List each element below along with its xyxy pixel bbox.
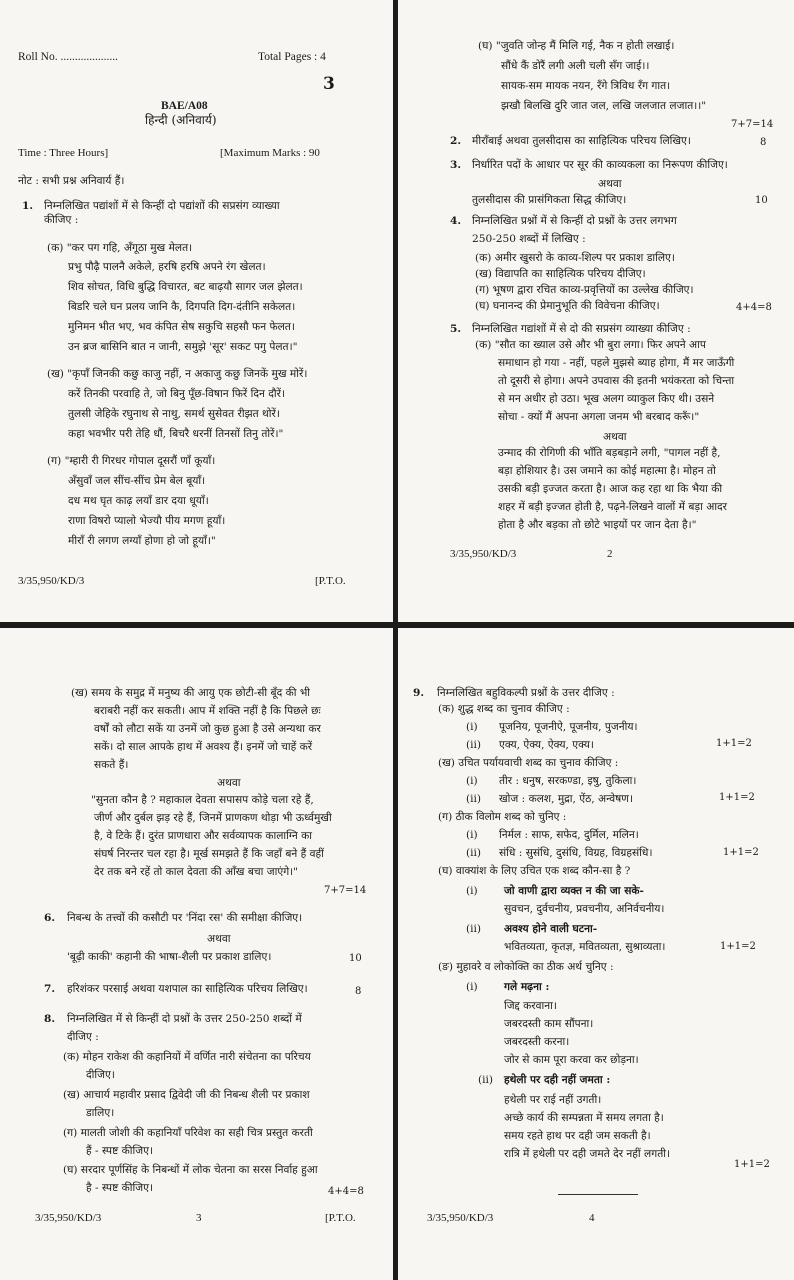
q8-item-line: (क) मोहन राकेश की कहानियों में वर्णित नारी संचेतना का परिचय <box>63 1051 311 1063</box>
footer-code: 3/35,950/KD/3 <box>427 1212 494 1224</box>
q1-gha-line: झखौ बिलखि दुरि जात जल, लखि जलजात लजात।।" <box>501 100 707 112</box>
q5-ka-line: समाधान हो गया - नहीं, पहले मुझसे ब्याह होगा, मैं मर जाऊँगी <box>498 357 735 369</box>
q4-line-1: निम्नलिखित प्रश्नों में से किन्हीं दो प्रश्नों के उत्तर लगभग <box>472 215 677 227</box>
q1-ka-line: प्रभु पौढ़ै पालनै अकेले, हरषि हरषि अपने रंग खेलत। <box>68 261 266 273</box>
q2-marks: 8 <box>760 137 767 148</box>
q5-ka-line: (क) "सौत का ख्याल उसे और भी बुरा लगा। फिर अपने आप <box>475 339 706 351</box>
q1-kha-line: कहा भवभीर परी तेहि धौं, बिचरै धरनीं तिनसों तिनु तोरें।" <box>68 428 284 440</box>
footer-pto: [P.T.O. <box>315 575 346 587</box>
q1-ga-line: मीराँ री लगण लग्यॉं होणा हो जो हूयाँ।" <box>68 535 216 547</box>
q9-ka-i-text: पूजनिय, पूजनीऐ, पूजनीय, पुजनीय। <box>499 721 638 733</box>
q5-marks: 7+7=14 <box>324 885 367 896</box>
q9-ga-marks: 1+1=2 <box>723 847 759 858</box>
q9-gha-ii-text: अवश्य होने वाली घटना- <box>504 923 598 935</box>
q1-kha-line: तुलसी जेहिके रघुनाथ से नाथु, समर्थ सुसेवत रीझत थोरें। <box>68 408 280 420</box>
q5-alt-line: जीर्ण और दुर्बल झड़ रहे हैं, जिनमें प्राणकण थोड़ा भी ऊर्ध्वमुखी <box>94 812 332 824</box>
q9-nga-i-option: जोर से काम पूरा करवा कर छोड़ना। <box>504 1054 639 1066</box>
q9-nga-ii-text: हथेली पर दही नहीं जमता : <box>504 1074 611 1086</box>
q1-ga-line: राणा विषरो प्यालो भेज्यौ पीय मगण हूयाँ। <box>68 515 226 527</box>
q8-line-1: निम्नलिखित में से किन्हीं दो प्रश्नों के उत्तर 250-250 शब्दों में <box>67 1013 302 1025</box>
page-2 <box>398 0 794 622</box>
total-pages: Total Pages : 4 <box>258 51 326 63</box>
q1-ka-line: उन ब्रज बासिनि बात न जानी, समुझे 'सूर' सकट पगु पेलत।" <box>68 341 298 353</box>
q8-marks: 4+4=8 <box>328 1186 364 1197</box>
q5-alt-line: उन्माद की रोगिणी की भाँति बड़बड़ाने लगी, "पागल नहीं है, <box>498 447 721 459</box>
q1-ga-line: (ग) "म्हारी री गिरधर गोपाल दूसरौं णाँ कूयाँ। <box>47 455 216 467</box>
q9-gha-ii-options: भवितव्यता, कृतज्ञ, मवितव्यता, सुश्राव्यता। <box>504 941 666 953</box>
or-label: अथवा <box>207 933 231 945</box>
q8-number: 8. <box>44 1013 56 1025</box>
q9-nga-ii-option: रात्रि में हथेली पर दही जमते देर नहीं लगती। <box>504 1148 670 1160</box>
q9-kha-i-label: (i) <box>466 775 478 787</box>
paper-number: 3 <box>323 74 335 94</box>
q3-marks: 10 <box>755 195 768 206</box>
q9-nga-ii-option: अच्छे कार्य की सम्पन्नता में समय लगता है। <box>504 1112 664 1124</box>
q4-item: (घ) घनानन्द की प्रेमानुभूति की विवेचना कीजिए। <box>475 300 660 312</box>
or-label: अथवा <box>598 178 622 190</box>
end-rule <box>558 1194 638 1195</box>
q1-kha-line: करें तिनकी परवाहि ते, जो बिनु पूँछ-विषान फिरें दिन दौरें। <box>68 388 285 400</box>
max-marks: [Maximum Marks : 90 <box>220 147 320 159</box>
q1-line-1: निम्नलिखित पद्यांशों में से किन्हीं दो पद्यांशों की सप्रसंग व्याख्या <box>44 200 280 212</box>
q9-nga-heading: (ङ) मुहावरे व लोकोक्ति का ठीक अर्थ चुनिए : <box>438 961 614 973</box>
q5-alt-line: होता है और बड़का तो छोटे भाइयों पर जान देता है।" <box>498 519 697 531</box>
q9-nga-i-option: जबरदस्ती करना। <box>504 1036 570 1048</box>
q9-ga-i-label: (i) <box>466 829 478 841</box>
q9-nga-ii-option: समय रहते हाथ पर दही जम सकती है। <box>504 1130 651 1142</box>
footer-page-number: 2 <box>607 548 613 560</box>
q9-nga-i-label: (i) <box>466 981 478 993</box>
q9-ka-ii-label: (ii) <box>466 739 482 751</box>
q5-ka-line: तो दूसरी से होगा। अपने उपवास की इतनी भयंकरता को चिन्ता <box>498 375 735 387</box>
q2-text: मीराँबाई अथवा तुलसीदास का साहित्यिक परिचय लिखिए। <box>472 135 691 147</box>
q9-gha-marks: 1+1=2 <box>720 941 756 952</box>
q3-number: 3. <box>450 159 462 171</box>
q5-ka-line: से मन अधीर हो उठा। भूख अलग व्याकुल किए थी। उसने <box>498 393 715 405</box>
footer-code: 3/35,950/KD/3 <box>35 1212 102 1224</box>
q9-ka-marks: 1+1=2 <box>716 738 752 749</box>
footer-code: 3/35,950/KD/3 <box>450 548 517 560</box>
q5-alt-line: बड़ा होशियार है। उस जमाने का कोई महात्मा है। मोहन तो <box>498 465 716 477</box>
q7-number: 7. <box>44 983 56 995</box>
q9-kha-marks: 1+1=2 <box>719 792 755 803</box>
q5-alt-line: देर तक बने रहें तो काल देवता की आँख बचा जाएंगे।" <box>94 866 299 878</box>
q4-number: 4. <box>450 215 462 227</box>
q9-ka-heading: (क) शुद्ध शब्द का चुनाव कीजिए : <box>438 703 570 715</box>
q9-nga-marks: 1+1=2 <box>734 1159 770 1170</box>
q3-line-2: तुलसीदास की प्रासंगिकता सिद्ध कीजिए। <box>472 194 627 206</box>
q5-alt-line: "सुनता कौन है ? महाकाल देवता सपासप कोड़े चला रहे हैं, <box>91 794 314 806</box>
footer-page-number: 4 <box>589 1212 595 1224</box>
q4-marks: 4+4=8 <box>736 302 772 313</box>
q1-gha-line: (घ) "जुवति जोन्ह मैं मिलि गई, नैक न होती लखाई। <box>478 40 675 52</box>
note: नोट : सभी प्रश्न अनिवार्य हैं। <box>18 175 125 187</box>
q9-gha-i-text: जो वाणी द्वारा व्यक्त न की जा सके- <box>504 885 644 897</box>
q9-ga-ii-label: (ii) <box>466 847 482 859</box>
q1-number: 1. <box>22 200 34 212</box>
q9-nga-ii-label: (ii) <box>478 1074 494 1086</box>
q8-item-line: दीजिए। <box>86 1069 115 1081</box>
q5-number: 5. <box>450 323 462 335</box>
q3-line-1: निर्धारित पदों के आधार पर सूर की काव्यकला का निरूपण कीजिए। <box>472 159 728 171</box>
q1-ka-line: शिव सोचत, विधि बुद्धि विचारत, बट बाढ़यौ सागर जल झेलत। <box>68 281 303 293</box>
q9-kha-ii-label: (ii) <box>466 793 482 805</box>
q9-ka-i-label: (i) <box>466 721 478 733</box>
q8-item-line: (घ) सरदार पूर्णसिंह के निबन्धों में लोक चेतना का सरस निर्वाह हुआ <box>63 1164 318 1176</box>
q8-item-line: (ख) आचार्य महावीर प्रसाद द्विवेदी जी की निबन्ध शैली पर प्रकाश <box>63 1089 310 1101</box>
q9-nga-ii-option: हथेली पर राई नहीं उगती। <box>504 1094 602 1106</box>
q1-ka-line: बिडरि चले घन प्रलय जानि कै, दिगपति दिग-दंतीनि सकेलत। <box>68 301 296 313</box>
q1-ga-line: अँसुवाँ जल सींच-सींच प्रेम बेल बूयाँ। <box>68 475 206 487</box>
or-label: अथवा <box>217 777 241 789</box>
q8-item-line: हैं - स्पष्ट कीजिए। <box>86 1145 153 1157</box>
q1-kha-line: (ख) "कृपाँ जिनकी कछु काजु नहीं, न अकाजु कछु जिनकें मुख मोरें। <box>47 368 308 380</box>
q9-kha-heading: (ख) उचित पर्यायवाची शब्द का चुनाव कीजिए : <box>438 757 619 769</box>
q1-gha-line: सायक-सम मायक नयन, रँगे त्रिविध रँग गात। <box>501 80 671 92</box>
roll-no: Roll No. .................... <box>18 51 118 63</box>
or-label: अथवा <box>603 431 627 443</box>
q6-marks: 10 <box>349 953 362 964</box>
q9-ga-ii-text: संधि : सुसंधि, दुसंधि, विग्रह, विग्रहसंधि। <box>499 847 653 859</box>
q2-number: 2. <box>450 135 462 147</box>
q9-ga-i-text: निर्मल : साफ, सफेद, दुर्मिल, मलिन। <box>499 829 639 841</box>
page-4 <box>398 628 794 1280</box>
time-label: Time : Three Hours] <box>18 147 109 159</box>
q1-ka-line: मुनिमन भीत भए, भव कंपित सेष सकुचि सहसौ फन फेलत। <box>68 321 295 333</box>
q5-ka-line: सोचा - क्यों मैं अपना अगला जनम भी बरबाद करूँ।" <box>498 411 700 423</box>
q4-item: (ख) विद्यापति का साहित्यिक परिचय दीजिए। <box>475 268 646 280</box>
q5-line-1: निम्नलिखित गद्यांशों में से दो की सप्रसंग व्याख्या कीजिए : <box>472 323 691 335</box>
q5-alt-line: उसकी बड़ी इज्जत करता है। आज कह रहा था कि भैया की <box>498 483 723 495</box>
q5-kha-line: सकते हैं। <box>94 759 129 771</box>
q8-item-line: है - स्पष्ट कीजिए। <box>86 1182 153 1194</box>
q7-marks: 8 <box>355 986 362 997</box>
q9-nga-i-option: जबरदस्ती काम सौंपना। <box>504 1018 594 1030</box>
q6-line-2: 'बूढ़ी काकी' कहानी की भाषा-शैली पर प्रकाश डालिए। <box>67 951 272 963</box>
q6-number: 6. <box>44 912 56 924</box>
q1-marks: 7+7=14 <box>731 119 774 130</box>
q9-gha-ii-label: (ii) <box>466 923 482 935</box>
q8-item-line: डालिए। <box>86 1107 115 1119</box>
footer-pto: [P.T.O. <box>325 1212 356 1224</box>
q5-alt-line: शहर में बड़ी इज्जत होती है, पढ़ने-लिखने वालों में बड़ा आदर <box>498 501 727 513</box>
q9-gha-i-label: (i) <box>466 885 478 897</box>
q6-line-1: निबन्ध के तत्त्वों की कसौटी पर 'निंदा रस' की समीक्षा कीजिए। <box>67 912 303 924</box>
q1-ka-line: (क) "कर पग गहि, अँगूठा मुख मेलत। <box>47 242 193 254</box>
paper-code: BAE/A08 <box>161 100 208 112</box>
q9-ga-heading: (ग) ठीक विलोम शब्द को चुनिए : <box>438 811 567 823</box>
footer-code: 3/35,950/KD/3 <box>18 575 85 587</box>
q9-number: 9. <box>413 687 425 699</box>
footer-page-number: 3 <box>196 1212 202 1224</box>
q9-gha-heading: (घ) वाक्यांश के लिए उचित एक शब्द कौन-सा है ? <box>438 865 631 877</box>
q1-line-2: कीजिए : <box>44 214 79 226</box>
q4-item: (क) अमीर खुसरो के काव्य-शिल्प पर प्रकाश डालिए। <box>475 252 675 264</box>
q5-kha-line: वर्षों को लौटा सकें या उनमें जो कुछ हुआ है उसे अन्यथा कर <box>94 723 321 735</box>
subject-title: हिन्दी (अनिवार्य) <box>145 113 217 127</box>
q9-kha-i-text: तीर : धनुष, सरकण्डा, इषु, तुकिला। <box>499 775 637 787</box>
page-3 <box>0 628 393 1280</box>
q4-item: (ग) भूषण द्वारा रचित काव्य-प्रवृत्तियों का उल्लेख कीजिए। <box>475 284 694 296</box>
q4-line-2: 250-250 शब्दों में लिखिए : <box>472 233 586 245</box>
page-1 <box>0 0 393 622</box>
q1-gha-line: सौंधे कैं डोरैं लगी अली चली सँग जाई।। <box>501 60 650 72</box>
q5-alt-line: है, वे टिके हैं। दुरंत प्राणधारा और सर्वव्यापक कालाग्नि का <box>94 830 312 842</box>
q5-kha-line: सकें। दो साल आपके हाथ में अवश्य हैं। इनमें जो चाहें करें <box>94 741 313 753</box>
q5-kha-line: (ख) समय के समुद्र में मनुष्य की आयु एक छोटी-सी बूँद की भी <box>71 687 311 699</box>
q9-nga-i-option: जिद्द करवाना। <box>504 1000 557 1012</box>
q7-text: हरिशंकर परसाई अथवा यशपाल का साहित्यिक परिचय लिखिए। <box>67 983 308 995</box>
q8-line-2: दीजिए : <box>67 1031 99 1043</box>
q5-kha-line: बराबरी नहीं कर सकती। आप में शक्ति नहीं है कि पिछले छः <box>94 705 321 717</box>
q9-ka-ii-text: एक्य, ऐक्य, ऐक्य, एक्य। <box>499 739 594 751</box>
q8-item-line: (ग) मालती जोशी की कहानियाँ परिवेश का सही चित्र प्रस्तुत करती <box>63 1127 313 1139</box>
q9-text: निम्नलिखित बहुविकल्पी प्रश्नों के उत्तर दीजिए : <box>437 687 615 699</box>
q5-alt-line: संघर्ष निरन्तर चल रहा है। मूर्ख समझते हैं कि जहाँ बने हैं वहीं <box>94 848 324 860</box>
q9-kha-ii-text: खोज : कलश, मुद्रा, ऐंठ, अन्वेषण। <box>499 793 633 805</box>
q9-gha-i-options: सुवचन, दुर्वचनीय, प्रवचनीय, अनिर्वचनीय। <box>504 903 665 915</box>
q1-ga-line: दध मथ घृत काढ़ लयाँ डार दया धूयाँ। <box>68 495 209 507</box>
q9-nga-i-text: गले मढ़ना : <box>504 981 550 993</box>
